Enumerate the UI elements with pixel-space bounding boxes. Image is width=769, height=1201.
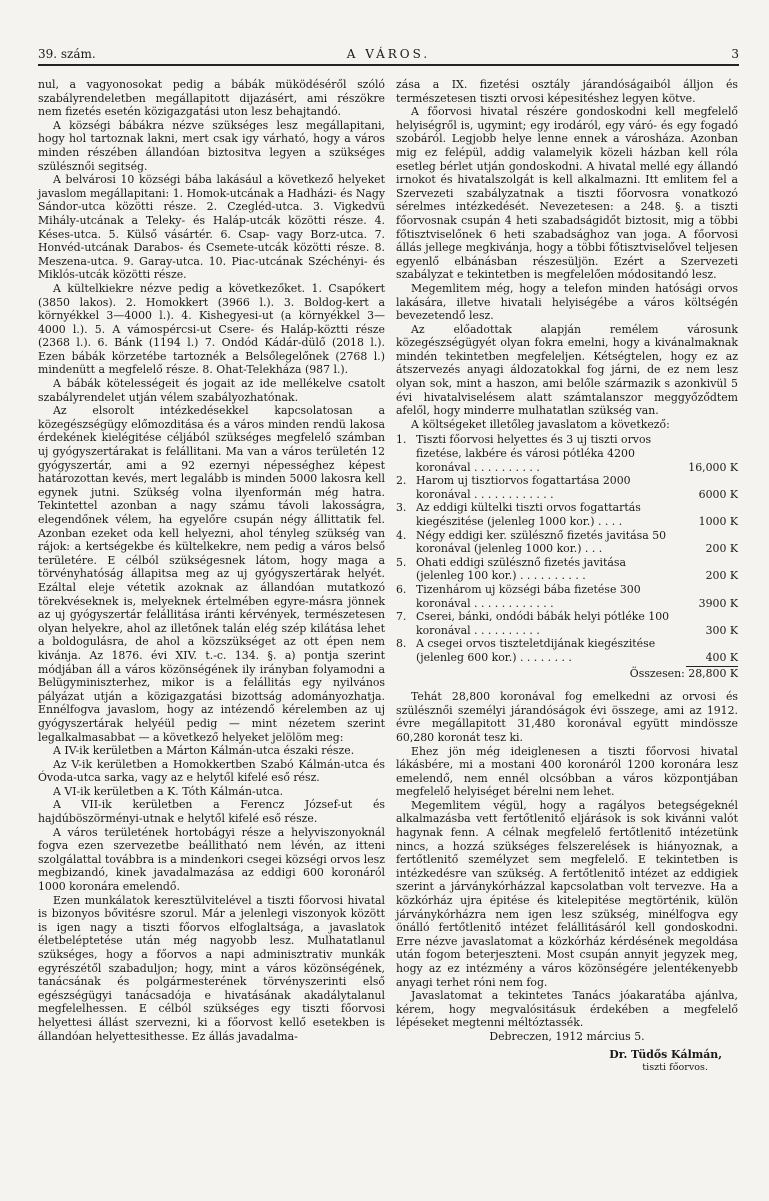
total-amount: 28,800 K — [688, 666, 738, 680]
cost-item-amount: 300 K — [705, 623, 738, 637]
cost-item-number: 2. — [396, 474, 407, 488]
signature-name: Dr. Tüdős Kálmán, — [609, 1047, 722, 1061]
paragraph: Az elsorolt intézkedésekkel kapcsolatosan a közegészségügy előmozditása és a város minden rendü lakosa érdekének kielégitése céljából szükséges megfelelő számban uj gyógyszertárakat is felállitani. Ma van a város területén 12 gyógyszertár, ami a 92 ezernyi népességhez képest határozottan kevés, mert legalább is minden 5000 lakosra kell egynek jutni. Szükség volna ilyenformán még hatra. Tekintettel azonban a nagy számu távoli lakosságra, elegendőnek vélem, ha egyelőre csupán négy állittatik fel. Azonban ezeket oda kell helyezni, ahol tényleg szükség van rájok: a kertségekbe és kültelkekre, nem pedig a város belső területére. E célból szükségesnek látom, hogy maga a törvényhatóság állapitsa meg az uj gyógyszertárak helyét. Ezáltal eleje vétetik azoknak az állandóan mutatkozó törekvéseknek is, melyeknek értelmében egyre-másra jönnek az uj gyógyszertár felállitása iránti kérvények, természetesen olyan helyekre, ahol az illetőnek talán elég szép kilátása lehet a boldogulásra, de ahol a közszükséget az ott épen nem kivánja. Az 1876. évi XIV. t.-c. 134. §. a) pontja szerint módjában áll a város közönségének ily irányban folyamodni a Belügyminiszterhez, mikor is a felállitás egy nyilvános pályázat utján a közigazgatási bizottság adományozhatja. Ennélfogva javaslom, hogy az intézendő kérelemben az uj gyógyszertárak helyéül pedig — mint nézetem szerint legalkalmasabbat — a következő helyeket jelölöm meg: — [38, 404, 385, 744]
cost-total — [396, 667, 738, 681]
paragraph: A községi bábákra nézve szükséges lesz megállapitani, hogy hol tartoznak lakni, mert csak igy várható, hogy a város minden részében állandóan biztositva legyen a szükséges szülésznői segitség. — [38, 118, 385, 173]
paragraph: Javaslatomat a tekintetes Tanács jóakaratába ajánlva, kérem, hogy megvalósitásuk érdekében a megfelelő lépéseket megtenni méltóztassék. — [396, 989, 738, 1030]
paragraph: A belvárosi 10 községi bába lakásául a következő helyeket javaslom megállapitani: 1. Homok-utcának a Hadházi- és Nagy Sándor-utca közötti része. 2. Czegléd-utca. 3. Vigkedvü Mihály-utcának a Teleky- és Haláp-utcák közötti része. 4. Késes-utca. 5. Külső vásártér. 6. Csap- vagy Borz-utca. 7. Honvéd-utcának Darabos- és Csemete-utcák közötti része. 8. Meszena-utca. 9. Garay-utca. 10. Piac-utcának Széchényi- és Miklós-utcák közötti része. — [38, 173, 385, 282]
cost-item — [396, 529, 738, 556]
cost-item — [396, 501, 738, 528]
cost-item-text: Ohati eddigi szülésznő fizetés javitása (jelenleg 100 kor.) . . . . . . . . . . — [416, 555, 626, 583]
left-column — [38, 78, 385, 1043]
cost-item-text: Cserei, bánki, ondódi bábák helyi pótléke 100 koronával . . . . . . . . . . — [416, 610, 670, 637]
issue-number: 39. szám. — [38, 47, 96, 61]
cost-item-number: 6. — [396, 582, 407, 596]
cost-item-text: Négy eddigi ker. szülésznő fizetés javitása 50 koronával (jelenleg 1000 kor.) . . . — [416, 528, 667, 556]
paragraph: zása a IX. fizetési osztály járandóságaiból álljon és természetesen tiszti orvosi képesitéshez legyen kötve. — [396, 78, 738, 105]
paragraph: A bábák kötelességeit és jogait az ide mellékelve csatolt szabályrendelet utján vélem szabályozhatónak. — [38, 377, 385, 404]
paragraph: A VII-ik kerületben a Ferencz József-ut és hajdúböszörményi-utnak e helytől kifelé eső része. — [38, 798, 385, 826]
cost-item-amount: 200 K — [705, 569, 738, 583]
cost-item-number: 7. — [396, 610, 407, 624]
paragraph: A város területének hortobágyi része a helyviszonyoknál fogva ezen szervezetbe beállitható nem lévén, az itteni szolgálattal továbbra is a mindenkori csegei községi orvos lesz megbizandó, kinek javadalmazása az eddigi 600 koronáról 1000 koronára emelendő. — [38, 825, 385, 894]
cost-item-amount: 6000 K — [698, 487, 738, 501]
paragraph: Ehez jön még ideiglenesen a tiszti főorvosi hivatal lákásbére, mi a mostani 400 koronáról 1200 koronára lesz emelendő, nem ennél olcsóbban a város központjában megfelelő helyiséget bérelni nem lehet. — [396, 744, 738, 799]
date-line: Debreczen, 1912 március 5. — [489, 1029, 645, 1043]
paragraph: nul, a vagyonosokat pedig a bábák müködéséről szóló szabályrendeletben megállapitott dijazásért, ami részökre nem fizetés esetén közigazgatási uton lesz behajtandó. — [38, 78, 385, 119]
cost-item-amount: 400 K — [705, 650, 738, 664]
cost-item — [396, 583, 738, 610]
right-column — [396, 78, 738, 1075]
cost-item — [396, 433, 738, 474]
cost-item-text: Az eddigi kültelki tiszti orvos fogattartás kiegészitése (jelenleg 1000 kor.) . . . . — [416, 501, 641, 528]
page-header — [38, 44, 739, 66]
total-label: Összesen: — [629, 666, 685, 680]
cost-item-amount: 1000 K — [698, 515, 738, 528]
cost-item-number: 3. — [396, 501, 407, 515]
paragraph: Az V-ik kerületben a Homokkertben Szabó Kálmán-utca és Óvoda-utca sarka, vagy az e helytől kifelé eső rész. — [38, 757, 385, 785]
paragraph: A IV-ik kerületben a Márton Kálmán-utca északi része. — [53, 744, 355, 758]
cost-item-amount: 200 K — [705, 542, 738, 556]
paragraph: Tehát 28,800 koronával fog emelkedni az orvosi és szülésznői személyi járandóságok évi összege, ami az 1912. évre megállapitott 31,480 koronával együtt mindösszе 60,280 koronát tesz ki. — [396, 690, 738, 744]
cost-item-number: 5. — [396, 555, 407, 569]
paragraph: A kültelkiekre nézve pedig a következőket. 1. Csapókert (3850 lakos). 2. Homokkert (3966 l.). 3. Boldog-kert a környékkel 3—4000 l.). 4. Kishegyesi-ut (a környékkel 3—4000 l.). 5. A vámospércsi-ut Csere- és Haláp-köztti része (2368 l.). 6. Bánk (1194 l.) 7. Ondód Kádár-dülő (2018 l.). Ezen bábák körzetébe tartoznék a Belsőlegelőnek (2768 l.) mindenütt a megfelelő része. 8. Ohat-Telekháza (987 l.). — [38, 281, 385, 377]
cost-item-amount: 16,000 K — [688, 460, 738, 474]
cost-item-text: Harom uj tisztiorvos fogattartása 2000 koronával . . . . . . . . . . . . — [416, 474, 631, 501]
page-number: 3 — [731, 47, 739, 61]
paragraph: A költségeket illetőleg javaslatom a következő: — [411, 417, 670, 431]
paragraph: Ezen munkálatok keresztülvitelével a tiszti főorvosi hivatal is bizonyos bővitésre szorul. Már a jelenlegi viszonyok között is igen nagy a tiszti főorvos elfoglaltsága, a javaslatok életbeléptetése után még nagyobb lesz. Mulhatatlanul szükséges, hogy a főorvos a napi adminisztrativ munkák egyrészétől szabaduljon; hogy, mint a város közönségének, tanácsának és polgármesterének törvényszerinti első egészségügyi tanácsadója e hivatásának akadálytalanul megfelelhessen. E célból szükséges egy tiszti főorvosi helyettesi állást szervezni, ki a főorvost kellő esetekben is állandóan helyettesithesse. Ez állás javadalma- — [38, 893, 385, 1043]
cost-list — [396, 433, 738, 680]
cost-item-text: Tiszti főorvosi helyettes és 3 uj tiszti orvos fizetése, lakbére és városi pótléka 4200 koronával . . . . . . . . . . — [416, 433, 652, 474]
paragraph: Megemlitem még, hogy a telefon minden hatósági orvos lakására, illetve hivatali helyiségébe a város költségén bevezetendő lesz. — [396, 281, 738, 323]
cost-item-number: 4. — [396, 528, 407, 542]
paragraph: Az előadottak alapján remélem városunk közegészségügyét olyan fokra emelni, hogy a kivánalmaknak mindén tekintetben megfeleljen. Kétségtelen, hogy ez az átszervezés anyagi áldozatokkal fog járni, de ez nem lesz olyan sok, mint a haszon, ami belőle származik s azonkivül 5 évi hivatalviselésem alatt számtalanszor meggyőződtem afelől, hogy minderre mulhatatlan szükség van. — [396, 322, 738, 418]
cost-item-text: A csegei orvos tiszteletdijának kiegészitése (jelenleg 600 kor.) . . . . . . . . — [416, 637, 656, 664]
paragraph: A VI-ik kerületben a K. Tóth Kálmán-utca. — [53, 784, 284, 798]
paragraph: Megemlitem végül, hogy a ragályos betegségeknél alkalmazásba vett fertőtlenitő eljárások is sok kivánni valót hagynak fenn. A célnak megfelelő fertőtlenitő intézetünk nincs, a hozzá szükséges felszerelések is hiányoznak, a fertőtlenitő személyzet sem megfelelő. E tekintetben is intézkedésre van szükség. A fertőtlenitő intézet az eddigiek szerint a járványkórházzal kapcsolatban volt tervezve. Ha a közkórház ujra épitése és kitelepitése megtörténik, külön járványkórházra nem igen lesz szükség, minélfogva egy önálló fertőtlenitő intézet felállitásáról kell gondoskodni. Erre nézve javaslatomat a közkórház kérdésének megoldása után fogom beterjeszteni. Most csupán annyit jegyzek meg, hogy az ez intézmény a város közönségére jelentékenyebb anyagi terhet róni nem fog. — [396, 798, 738, 989]
publication-title: A VÁROS. — [346, 47, 431, 61]
cost-item-number: 8. — [396, 637, 407, 651]
cost-item — [396, 637, 738, 664]
paragraph: A főorvosi hivatal részére gondoskodni kell megfelelő helyiségről is, ugymint; egy irodáról, egy váró- és egy fogadó szobáról. Legjobb helye lenne ennek a városházа. Azonban mig ez felépül, addig valamelyik közeli házban kell róla esetleg bérlet utján gondoskodni. A hivatal mellé egy állandó irnokot és hivatalszolgát is kell alkalmazni. Itt emlitem fel a Szervezeti szabályzatnak a tiszti főorvosra vonatkozó sérelmes intézkedését. Nevezetesen: a 248. §. a tiszti főorvosnak csupán 4 heti szabadságidőt biztosit, mig a többi főtisztviselőnek 6 heti szabadsághoz van joga. A főorvosi állás jellege megkivánja, hogy a többi főtisztviselővel teljesen egyenlő elbánásban részesüljön. Ezért a Szervezeti szabályzat e tekintetben is megfelelően módositandó lesz. — [396, 105, 738, 282]
cost-item — [396, 474, 738, 501]
signature-title: tiszti főorvos. — [642, 1062, 708, 1074]
cost-item — [396, 556, 738, 583]
cost-item-text: Tizenhárom uj községi bába fizetése 300 koronával . . . . . . . . . . . . — [416, 582, 641, 610]
cost-item — [396, 610, 738, 637]
cost-item-number: 1. — [396, 433, 407, 447]
cost-item-amount: 3900 K — [698, 596, 738, 610]
